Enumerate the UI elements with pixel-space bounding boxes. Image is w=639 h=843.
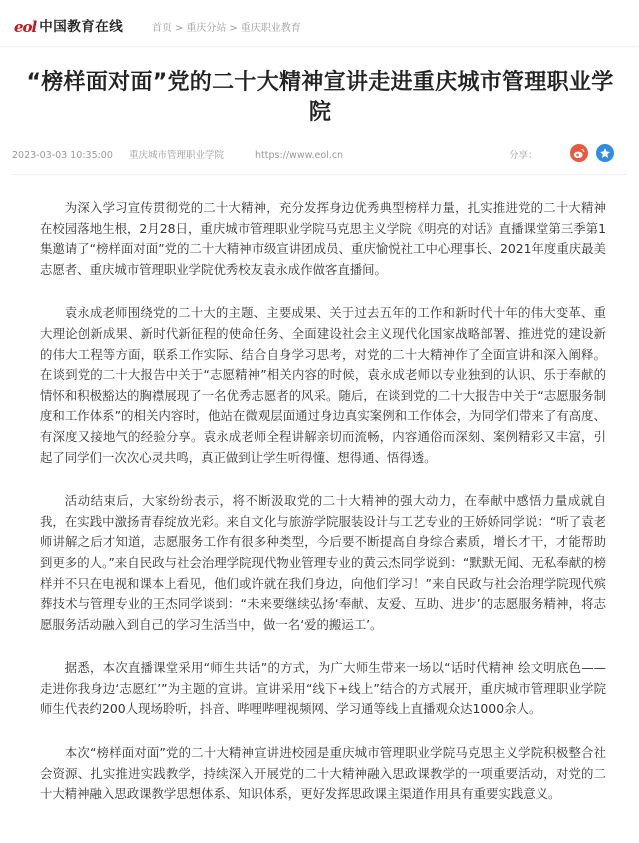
qzone-share-button[interactable] bbox=[596, 144, 614, 162]
qzone-icon bbox=[599, 147, 611, 159]
article-meta bbox=[12, 148, 629, 164]
breadcrumb-vocational[interactable]: 重庆职业教育 bbox=[240, 23, 301, 34]
breadcrumb-separator: > bbox=[175, 23, 184, 34]
meta-divider bbox=[12, 174, 627, 175]
site-name: 中国教育在线 bbox=[39, 19, 124, 35]
paragraph: 本次“榜样面对面”党的二十大精神宣讲进校园是重庆城市管理职业学院马克思主义学院积极整合社会资源、扎实推进实践教学，持续深入开展党的二十大精神融入思政课教学的一项重要活动，对党的二十大精神融入思政课教学思想体系、知识体系，更好发挥思政课主渠道作用具有重要实践意义。 bbox=[40, 745, 606, 802]
article-body bbox=[40, 198, 606, 828]
eol-logo-mark: eol bbox=[14, 18, 37, 36]
weibo-icon bbox=[573, 148, 585, 159]
breadcrumb-separator: > bbox=[229, 23, 238, 34]
publish-date: 2023-03-03 10:35:00 bbox=[12, 150, 113, 161]
article-source: 重庆城市管理职业学院 bbox=[129, 150, 225, 161]
share-label: 分享： bbox=[509, 150, 538, 161]
breadcrumb-home[interactable]: 首页 bbox=[152, 23, 172, 34]
site-logo[interactable] bbox=[14, 19, 123, 35]
source-url: https://www.eol.cn bbox=[255, 150, 344, 161]
weibo-share-button[interactable] bbox=[570, 144, 588, 162]
paragraph: 活动结束后，大家纷纷表示，将不断汲取党的二十大精神的强大动力，在奉献中感悟力量成就自我，在实践中激扬青春绽放光彩。来自文化与旅游学院服装设计与工艺专业的王娇娇同学说：“听了袁老师讲解之后才知道，志愿服务工作有很多种类型，今后要不断提高自身综合素质，增长才干，才能帮助到更多的人。”来自民政与社会治理学院现代物业管理专业的黄云杰同学说到：“默默无闻、无私奉献的榜样并不只在电视和课本上看见，他们或许就在我们身边，向他们学习！”来自民政与社会治理学院现代殡葬技术与管理专业的王杰同学谈到：“未来要继续弘扬‘奉献、友爱、互助、进步’的志愿服务精神，将志愿服务活动融入到自己的学习生活当中，做一名‘爱的搬运工’。 bbox=[40, 493, 606, 632]
paragraph: 袁永成老师围绕党的二十大的主题、主要成果、关于过去五年的工作和新时代十年的伟大变革、重大理论创新成果、新时代新征程的使命任务、全面建设社会主义现代化国家战略部署、推进党的建设新的伟大工程等方面，联系工作实际、结合自身学习思考，对党的二十大精神作了全面宣讲和深入阐释。在谈到党的二十大报告中关于“志愿精神”相关内容的时候，袁永成老师以专业独到的认识、乐于奉献的情怀和积极豁达的胸襟展现了一名优秀志愿者的风采。随后，在谈到党的二十大报告中关于“志愿服务制度和工作体系”的相关内容时，他站在微观层面通过身边真实案例和工作体会，为同学们带来了有高度、有深度又接地气的经验分享。袁永成老师全程讲解亲切而流畅，内容通俗而深刻、案例精彩又丰富，引起了同学们一次次心灵共鸣，真正做到让学生听得懂、想得通、悟得透。 bbox=[40, 305, 606, 465]
article-title: “榜样面对面”党的二十大精神宣讲走进重庆城市管理职业学院 bbox=[26, 70, 614, 125]
site-header bbox=[0, 0, 639, 47]
breadcrumb-chongqing[interactable]: 重庆分站 bbox=[186, 23, 227, 34]
paragraph: 据悉，本次直播课堂采用“师生共话”的方式，为广大师生带来一场以“话时代精神 绘文明底色——走进你我身边‘志愿红’”为主题的宣讲。宣讲采用“线下+线上”结合的方式展开，重庆城市管理职业学院师生代表约200人现场聆听，抖音、哔哩哔哩视频网、学习通等线上直播观众达1000余人。 bbox=[40, 660, 606, 717]
paragraph: 为深入学习宣传贯彻党的二十大精神，充分发挥身边优秀典型榜样力量，扎实推进党的二十大精神在校园落地生根，2月28日，重庆城市管理职业学院马克思主义学院《明亮的对话》直播课堂第三季第1集邀请了“榜样面对面”党的二十大精神市级宣讲团成员、重庆愉悦社工中心理事长、2021年度重庆最美志愿者、重庆城市管理职业学院优秀校友袁永成作做客直播间。 bbox=[40, 200, 606, 277]
breadcrumb bbox=[152, 22, 301, 36]
